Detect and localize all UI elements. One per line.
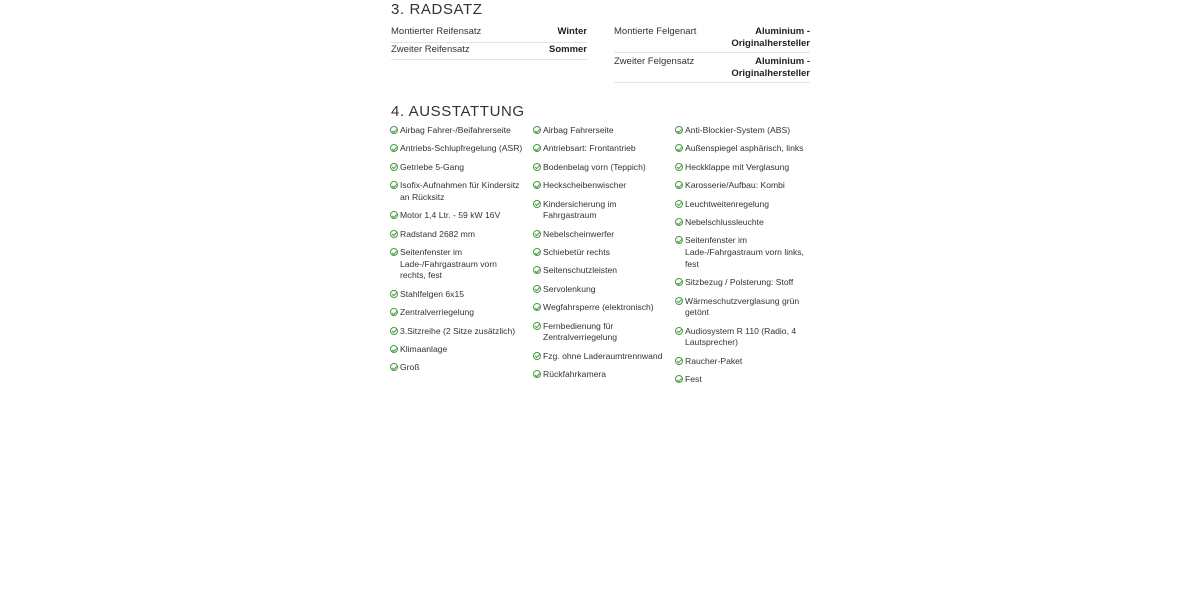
feature-item — [390, 143, 525, 155]
feature-label: Stahlfelgen 6x15 — [400, 288, 465, 299]
feature-item — [533, 321, 668, 344]
check-circle-icon — [533, 370, 541, 378]
check-circle-icon — [675, 357, 683, 365]
check-circle-icon — [390, 345, 398, 353]
feature-item — [675, 374, 810, 386]
check-circle-icon — [533, 352, 541, 360]
feature-item — [533, 125, 668, 137]
feature-label: Radstand 2682 mm — [400, 228, 475, 239]
section-heading-ausstattung: 4. AUSSTATTUNG — [391, 103, 525, 120]
feature-item — [675, 326, 810, 349]
feature-item — [533, 247, 668, 259]
check-circle-icon — [675, 297, 683, 305]
feature-label: Außenspiegel asphärisch, links — [685, 143, 804, 154]
check-circle-icon — [675, 200, 683, 208]
check-circle-icon — [675, 218, 683, 226]
feature-item — [675, 235, 810, 270]
check-circle-icon — [390, 144, 398, 152]
feature-item — [390, 344, 525, 356]
feature-item — [390, 162, 525, 174]
kv-row — [391, 43, 587, 61]
feature-label: Groß — [400, 362, 420, 373]
feature-item — [390, 210, 525, 222]
check-circle-icon — [390, 363, 398, 371]
feature-item — [390, 307, 525, 319]
feature-label: Rückfahrkamera — [543, 369, 607, 380]
feature-label: Karosserie/Aufbau: Kombi — [685, 180, 785, 191]
feature-item — [675, 356, 810, 368]
feature-label: Airbag Fahrerseite — [543, 125, 614, 135]
feature-item — [390, 180, 525, 203]
feature-item — [675, 277, 810, 289]
kv-value: Aluminium - Originalhersteller — [731, 26, 810, 49]
feature-item — [533, 351, 668, 363]
feature-label: Servolenkung — [543, 283, 596, 294]
check-circle-icon — [675, 163, 683, 171]
feature-item — [390, 289, 525, 301]
feature-item — [675, 199, 810, 211]
feature-label: Kindersicherung im Fahrgastraum — [543, 198, 617, 221]
kv-label: Zweiter Reifensatz — [391, 43, 470, 55]
feature-label: Isofix-Aufnahmen für Kindersitz an Rücksitz — [400, 180, 520, 202]
feature-item — [533, 265, 668, 277]
feature-item — [533, 199, 668, 222]
check-circle-icon — [533, 144, 541, 152]
kv-label: Montierte Felgenart — [614, 26, 697, 37]
feature-item — [533, 143, 668, 155]
check-circle-icon — [390, 163, 398, 171]
check-circle-icon — [675, 181, 683, 189]
feature-label: Heckklappe mit Verglasung — [685, 161, 790, 172]
check-circle-icon — [390, 327, 398, 335]
check-circle-icon — [533, 285, 541, 293]
check-circle-icon — [533, 200, 541, 208]
check-circle-icon — [390, 126, 398, 134]
feature-item — [390, 229, 525, 241]
feature-column-2 — [533, 125, 668, 387]
check-circle-icon — [533, 248, 541, 256]
feature-label: Motor 1,4 Ltr. - 59 kW 16V — [400, 210, 501, 221]
kv-row — [614, 55, 810, 83]
feature-label: Airbag Fahrer-/Beifahrerseite — [400, 125, 511, 135]
check-circle-icon — [533, 230, 541, 238]
feature-label: Seitenfenster im Lade-/Fahrgastraum vorn links, fest — [685, 235, 804, 269]
feature-label: Klimaanlage — [400, 344, 448, 355]
feature-label: Fernbedienung für Zentralverriegelung — [543, 320, 618, 343]
feature-label: Antriebsart: Frontantrieb — [543, 143, 636, 154]
check-circle-icon — [675, 327, 683, 335]
check-circle-icon — [675, 144, 683, 152]
check-circle-icon — [533, 303, 541, 311]
kv-value: Winter — [557, 26, 587, 37]
feature-item — [533, 302, 668, 314]
feature-label: Raucher-Paket — [685, 355, 743, 366]
feature-label: Antriebs-Schlupfregelung (ASR) — [400, 143, 523, 154]
kv-row — [391, 25, 587, 43]
check-circle-icon — [675, 278, 683, 286]
check-circle-icon — [675, 126, 683, 134]
feature-item — [390, 326, 525, 338]
feature-item — [390, 247, 525, 282]
feature-label: Wärmeschutzverglasung grün getönt — [685, 295, 800, 318]
kv-value: Sommer — [548, 43, 587, 55]
feature-item — [675, 296, 810, 319]
check-circle-icon — [390, 248, 398, 256]
feature-item — [533, 284, 668, 296]
feature-column-1 — [390, 125, 525, 381]
check-circle-icon — [675, 236, 683, 244]
feature-item — [675, 180, 810, 192]
feature-label: Fzg. ohne Laderaumtrennwand — [543, 350, 663, 361]
check-circle-icon — [390, 211, 398, 219]
check-circle-icon — [675, 375, 683, 383]
feature-label: Nebelschlussleuchte — [685, 216, 764, 227]
kv-row — [614, 25, 810, 53]
feature-label: Fest — [685, 374, 702, 385]
kv-label: Zweiter Felgensatz — [614, 56, 695, 67]
feature-item — [533, 229, 668, 241]
feature-label: Heckscheibenwischer — [543, 180, 627, 191]
radsatz-table-left — [391, 25, 587, 60]
check-circle-icon — [390, 230, 398, 238]
feature-item — [675, 217, 810, 229]
check-circle-icon — [390, 290, 398, 298]
check-circle-icon — [533, 163, 541, 171]
feature-label: Anti-Blockier-System (ABS) — [685, 125, 791, 135]
feature-item — [675, 162, 810, 174]
check-circle-icon — [390, 308, 398, 316]
feature-item — [533, 180, 668, 192]
check-circle-icon — [533, 266, 541, 274]
check-circle-icon — [390, 181, 398, 189]
check-circle-icon — [533, 126, 541, 134]
feature-item — [390, 125, 525, 137]
feature-label: Sitzbezug / Polsterung: Stoff — [685, 277, 794, 288]
check-circle-icon — [533, 181, 541, 189]
feature-label: Seitenschutzleisten — [543, 265, 618, 276]
feature-item — [390, 362, 525, 374]
feature-label: Getriebe 5-Gang — [400, 161, 465, 172]
kv-value: Aluminium - Originalhersteller — [731, 56, 810, 79]
section-heading-radsatz: 3. RADSATZ — [391, 1, 483, 18]
feature-label: Bodenbelag vorn (Teppich) — [543, 161, 646, 172]
check-circle-icon — [533, 322, 541, 330]
feature-label: Nebelscheinwerfer — [543, 228, 615, 239]
feature-label: Wegfahrsperre (elektronisch) — [543, 302, 654, 313]
feature-label: 3.Sitzreihe (2 Sitze zusätzlich) — [400, 325, 516, 336]
feature-column-3 — [675, 125, 810, 393]
feature-label: Zentralverriegelung — [400, 307, 475, 318]
radsatz-table-right — [614, 25, 810, 85]
kv-label: Montierter Reifensatz — [391, 26, 482, 37]
feature-item — [533, 369, 668, 381]
feature-label: Seitenfenster im Lade-/Fahrgastraum vorn rechts, fest — [400, 247, 497, 281]
feature-item — [675, 143, 810, 155]
feature-label: Audiosystem R 110 (Radio, 4 Lautsprecher) — [685, 325, 797, 348]
feature-label: Leuchtweitenregelung — [685, 198, 770, 209]
feature-item — [533, 162, 668, 174]
feature-label: Schiebetür rechts — [543, 247, 610, 258]
feature-item — [675, 125, 810, 137]
